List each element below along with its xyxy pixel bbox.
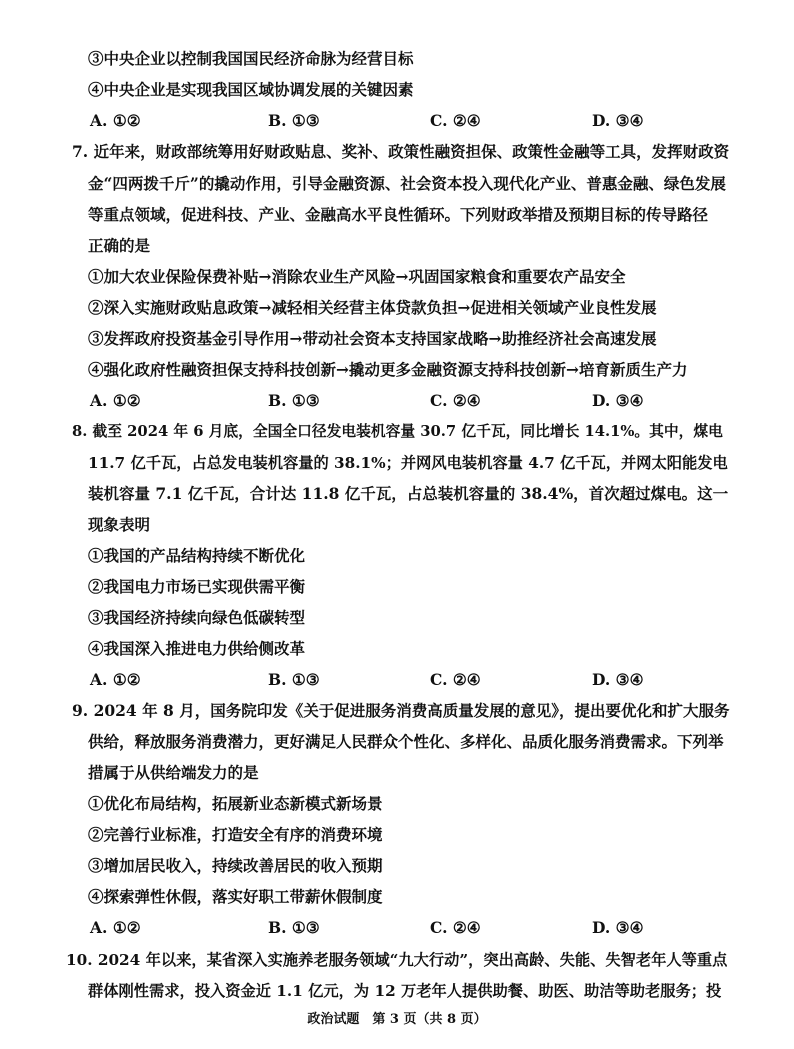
statement-2: ②我国电力市场已实现供需平衡: [88, 577, 306, 596]
option-c: C. ②④: [430, 391, 481, 410]
statement-3: ③增加居民收入，持续改善居民的收入预期: [88, 856, 383, 875]
question-text-line: 10. 2024 年以来，某省深入实施养老服务领域“九大行动”，突出高龄、失能、失智老年人等重点: [66, 951, 728, 969]
question-text-line: 措属于从供给端发力的是: [88, 763, 259, 782]
option-d: D. ③④: [592, 391, 644, 410]
question-text-line: 等重点领域，促进科技、产业、金融高水平良性循环。下列财政举措及预期目标的传导路径: [88, 205, 709, 224]
option-b: B. ①③: [268, 670, 320, 689]
option-b: B. ①③: [268, 391, 320, 410]
statement-1: ①我国的产品结构持续不断优化: [88, 546, 306, 565]
option-b: B. ①③: [268, 111, 320, 130]
option-a: A. ①②: [90, 918, 141, 937]
question-text-line: 群体刚性需求，投入资金近 1.1 亿元，为 12 万老年人提供助餐、助医、助洁等助老服务；投: [88, 982, 722, 1000]
question-text-line: 11.7 亿千瓦，占总发电装机容量的 38.1%；并网风电装机容量 4.7 亿千瓦，并网太阳能发电: [88, 454, 728, 472]
option-a: A. ①②: [90, 391, 141, 410]
option-a: A. ①②: [90, 670, 141, 689]
option-c: C. ②④: [430, 111, 481, 130]
statement-3: ③发挥政府投资基金引导作用→带动社会资本支持国家战略→助推经济社会高速发展: [88, 329, 657, 348]
statement-4: ④探索弹性休假，落实好职工带薪休假制度: [88, 887, 383, 906]
option-d: D. ③④: [592, 111, 644, 130]
option-a: A. ①②: [90, 111, 141, 130]
question-text-line: 金“四两拨千斤”的撬动作用，引导金融资源、社会资本投入现代化产业、普惠金融、绿色发展: [88, 174, 726, 193]
prev-statement-4: ④中央企业是实现我国区域协调发展的关键因素: [88, 80, 414, 99]
option-d: D. ③④: [592, 918, 644, 937]
statement-2: ②深入实施财政贴息政策→减轻相关经营主体贷款负担→促进相关领域产业良性发展: [88, 298, 657, 317]
option-d: D. ③④: [592, 670, 644, 689]
question-text-line: 现象表明: [88, 515, 151, 534]
question-text-line: 9. 2024 年 8 月，国务院印发《关于促进服务消费高质量发展的意见》，提出要优化和扩大服务: [72, 701, 730, 720]
option-c: C. ②④: [430, 670, 481, 689]
question-text-line: 装机容量 7.1 亿千瓦，合计达 11.8 亿千瓦，占总装机容量的 38.4%，首次超过煤电。这一: [88, 484, 729, 503]
question-text-line: 供给，释放服务消费潜力，更好满足人民群众个性化、多样化、品质化服务消费需求。下列举: [88, 732, 724, 751]
statement-3: ③我国经济持续向绿色低碳转型: [88, 608, 306, 627]
statement-1: ①优化布局结构，拓展新业态新模式新场景: [88, 794, 383, 813]
question-text-line: 正确的是: [88, 236, 151, 255]
statement-1: ①加大农业保险保费补贴→消除农业生产风险→巩固国家粮食和重要农产品安全: [88, 267, 626, 286]
statement-4: ④强化政府性融资担保支持科技创新→撬动更多金融资源支持科技创新→培育新质生产力: [88, 360, 688, 379]
prev-statement-3: ③中央企业以控制我国国民经济命脉为经营目标: [88, 49, 414, 68]
page-footer: 政治试题 第 3 页（共 8 页）: [307, 1012, 487, 1027]
statement-2: ②完善行业标准，打造安全有序的消费环境: [88, 825, 383, 844]
question-text-line: 7. 近年来，财政部统筹用好财政贴息、奖补、政策性融资担保、政策性金融等工具，发挥财政资: [72, 142, 730, 161]
option-c: C. ②④: [430, 918, 481, 937]
question-text-line: 8. 截至 2024 年 6 月底，全国全口径发电装机容量 30.7 亿千瓦，同比增长 14.1%。其中，煤电: [72, 423, 723, 440]
statement-4: ④我国深入推进电力供给侧改革: [88, 639, 306, 658]
option-b: B. ①③: [268, 918, 320, 937]
